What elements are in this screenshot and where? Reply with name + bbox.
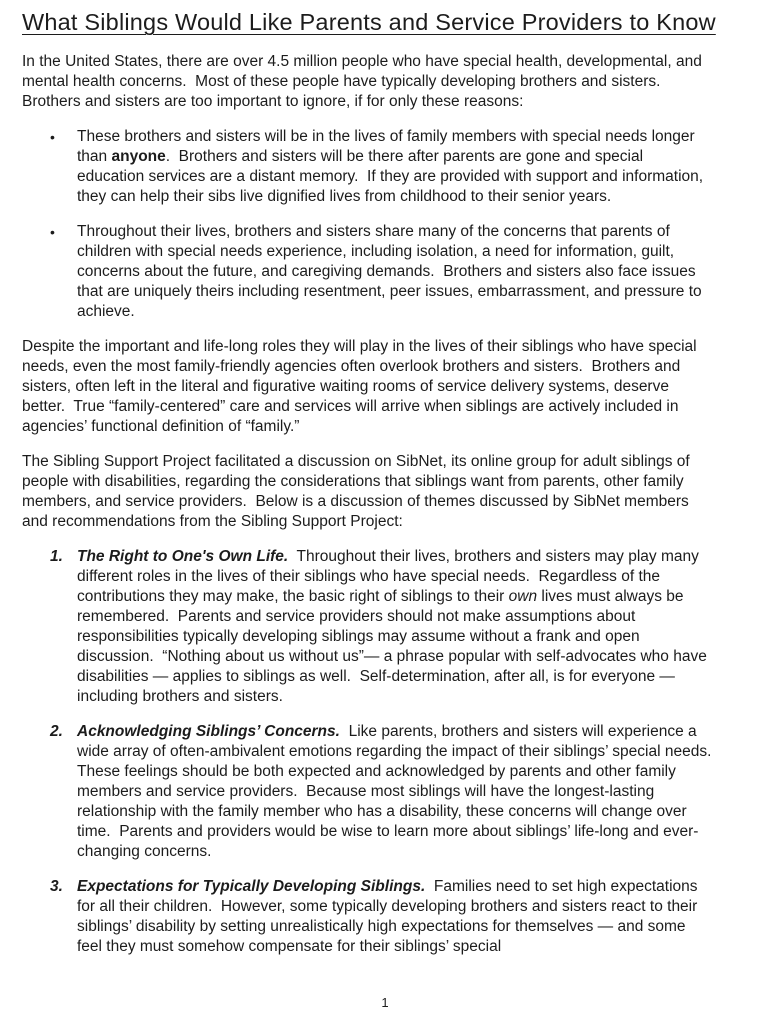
despite-paragraph: Despite the important and life-long roles they will play in the lives of their siblings who have special needs, even the most family-friendly agencies often overlook brothers and sisters. Brothers and sisters, often left in the literal and figurative waiting rooms of service delivery systems, deserve better. True “family-centered” care and services will arrive when siblings are actively included in agencies’ functional definition of “family.”: [22, 338, 701, 435]
item-body-italic: own: [508, 588, 538, 605]
item-heading: Acknowledging Siblings’ Concerns.: [77, 723, 340, 740]
item-body-cont: lives must always be remembered. Parents and service providers should not make assumptions about responsibilities typically developing siblings may assume without a frank and open discussion. “Nothing about us without us”— a phrase popular with self-advocates who have disabilities — applies to siblings as well. Self-determination, after all, is for everyone — including brothers and sisters.: [77, 588, 712, 705]
item-heading: The Right to One's Own Life.: [77, 548, 289, 565]
numbered-item-2: [22, 722, 720, 862]
item-body: Families need to set high expectations for all their children. However, some typically developing brothers and sisters react to their siblings’ disability by setting unrealistically high expectations for themselves — and some feel they must somehow compensate for their siblings’ special: [77, 878, 702, 955]
numbered-item-3: [22, 877, 712, 957]
bullet-list: [22, 127, 712, 322]
intro-paragraph: In the United States, there are over 4.5 million people who have special health, developmental, and mental health concerns. Most of these people have typically developing brothers and sisters. Brothers and sisters are too important to ignore, if for only these reasons:: [22, 53, 707, 110]
document-title: What Siblings Would Like Parents and Service Providers to Know: [22, 9, 716, 35]
item-body: Like parents, brothers and sisters will experience a wide array of often-ambivalent emotions regarding the impact of their siblings’ special needs. These feelings should be both expected and acknowledged by parents and other family members and service providers. Because most siblings will have the longest-lasting relationship with the family member who has a disability, these concerns will change over time. Parents and providers would be wise to learn more about siblings’ life-long and ever-changing concerns.: [77, 723, 720, 860]
numbered-list: [22, 547, 720, 957]
item-number: 3.: [50, 878, 63, 895]
bullet-icon: •: [50, 129, 55, 145]
item-number: 2.: [50, 723, 63, 740]
bullet-text-cont: . Brothers and sisters will be there after parents are gone and special education services are a distant memory. If they are provided with support and information, they can help their sibs live dignified lives from childhood to their senior years.: [77, 148, 708, 205]
numbered-item-1: [22, 547, 712, 707]
item-body: Throughout their lives, brothers and sisters may play many different roles in the lives of their siblings who have special needs. Regardless of the contributions they may make, the basic right of siblings to their: [77, 548, 704, 605]
bullet-text: Throughout their lives, brothers and sisters share many of the concerns that parents of children with special needs experience, including isolation, a need for information, guilt, concerns about the future, and caregiving demands. Brothers and sisters also face issues that are uniquely theirs including resentment, peer issues, embarrassment, and pressure to achieve.: [77, 223, 706, 320]
bullet-item-2: [22, 222, 712, 322]
bullet-icon: •: [50, 224, 55, 240]
page-number: 1: [381, 995, 389, 1010]
bullet-text-bold: anyone: [111, 148, 166, 165]
bullet-item-1: [22, 127, 712, 207]
item-number: 1.: [50, 548, 63, 565]
sibnet-paragraph: The Sibling Support Project facilitated a discussion on SibNet, its online group for adult siblings of people with disabilities, regarding the considerations that siblings want from parents, other family members, and service providers. Below is a discussion of themes discussed by SibNet members and recommendations from the Sibling Support Project:: [22, 453, 695, 530]
item-heading: Expectations for Typically Developing Siblings.: [77, 878, 426, 895]
bullet-text: These brothers and sisters will be in the lives of family members with special needs longer than: [77, 128, 700, 165]
